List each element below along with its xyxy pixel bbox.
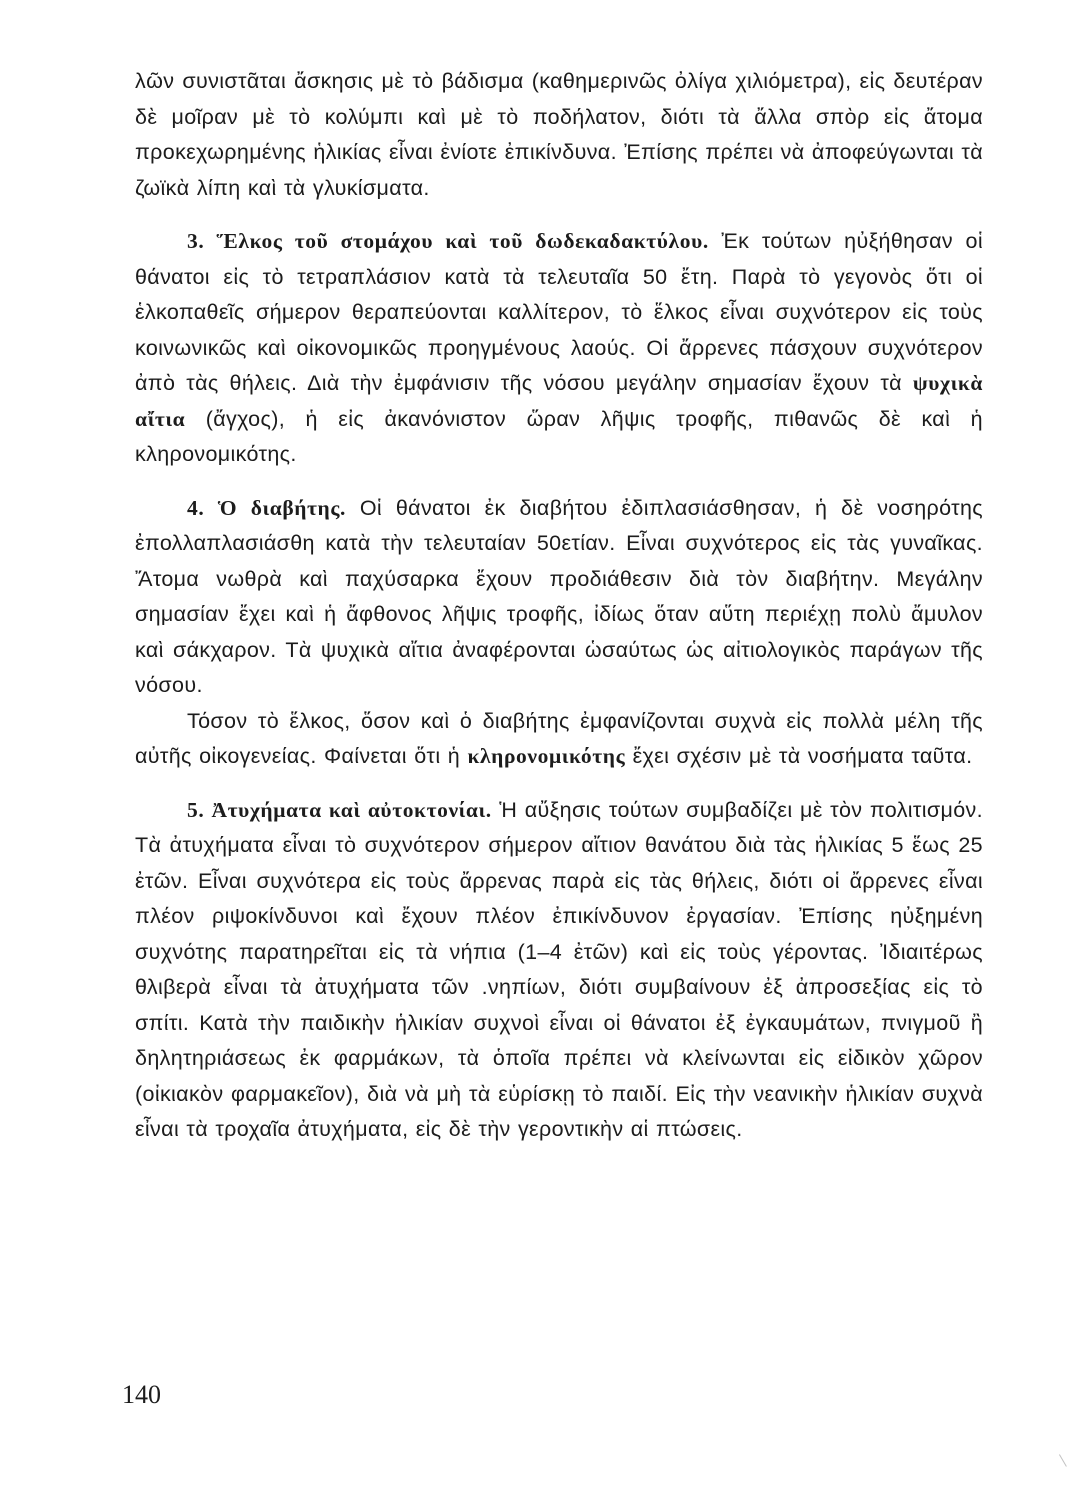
paragraph-text: Οἱ θάνατοι ἐκ διαβήτου ἐδιπλασιάσθησαν, ἡ δὲ νοσηρότης ἐπολλαπλασιάσθη κατὰ τὴν τελευταίαν 50ετίαν. Εἶναι συχνότερος εἰς τὰς γυναῖκας. Ἄτομα νωθρὰ καὶ παχύσαρκα ἔχουν προδιάθεσιν διὰ τὸν διαβήτην. Μεγάλην σημασίαν ἔχει καὶ ἡ ἄφθονος λῆψις τροφῆς, ἰδίως ὅταν αὕτη περιέχῃ πολὺ ἄμυλον καὶ σάκχαρον. Τὰ ψυχικὰ αἴτια ἀναφέρονται ὡσαύτως ὡς αἰτιολογικὸς παράγων τῆς νόσου. bbox=[135, 495, 983, 697]
paragraph-text: λῶν συνιστᾶται ἄσκησις μὲ τὸ βάδισμα (καθημερινῶς ὀλίγα χιλιόμετρα), εἰς δευτέραν δὲ μοῖραν μὲ τὸ κολύμπι καὶ μὲ τὸ ποδήλατον, διότι τὰ ἄλλα σπὸρ εἰς ἄτομα προκεχωρημένης ἡλικίας εἶναι ἐνίοτε ἐπικίνδυνα. Ἐπίσης πρέπει νὰ ἀποφεύγωνται τὰ ζωϊκὰ λίπη καὶ τὰ γλυκίσματα. bbox=[135, 69, 983, 200]
section-heading-accidents: 5. Ἀτυχήματα καὶ αὐτοκτονίαι. bbox=[187, 797, 492, 822]
scan-mark bbox=[1059, 1451, 1072, 1467]
paragraph-stomach-ulcer bbox=[135, 224, 983, 473]
paragraph-exercise-continuation bbox=[135, 64, 983, 206]
emphasis-psychic-causes: ψυχικὰ αἴτια bbox=[135, 371, 983, 431]
paragraph-heredity bbox=[135, 704, 983, 775]
paragraph-text: Ἐκ τούτων ηὐξήθησαν οἱ θάνατοι εἰς τὸ τετραπλάσιον κατὰ τὰ τελευταῖα 50 ἔτη. Παρὰ τὸ γεγονὸς ὅτι οἱ ἑλκοπαθεῖς σήμερον θεραπεύονται καλλίτερον, τὸ ἕλκος εἶναι συχνότερον εἰς τοὺς κοινωνικῶς καὶ οἰκονομικῶς προηγμένους λαούς. Οἱ ἄρρενες πάσχουν συχνότερον ἀπὸ τὰς θήλεις. Διὰ τὴν ἐμφάνισιν τῆς νόσου μεγάλην σημασίαν ἔχουν τὰ bbox=[135, 229, 983, 395]
emphasis-heredity: κληρονομικότης bbox=[467, 744, 626, 768]
paragraph-text: Ἡ αὔξησις τούτων συμβαδίζει μὲ τὸν πολιτισμόν. Τὰ ἀτυχήματα εἶναι τὸ συχνότερον σήμερον αἴτιον θανάτου διὰ τὰς ἡλικίας 5 ἕως 25 ἐτῶν. Εἶναι συχνότερα εἰς τοὺς ἄρρενας παρὰ εἰς τὰς θήλεις, διότι οἱ ἄρρενες εἶναι πλέον ριψοκίνδυνοι καὶ ἔχουν πλέον ἐπικίνδυνον ἐργασίαν. Ἐπίσης ηὐξημένη συχνότης παρατηρεῖται εἰς τὰ νήπια (1–4 ἐτῶν) καὶ εἰς τοὺς γέροντας. Ἰδιαιτέρως θλιβερὰ εἶναι τὰ ἀτυχήματα τῶν .νηπίων, διότι συμβαίνουν ἐξ ἀπροσεξίας εἰς τὸ σπίτι. Κατὰ τὴν παιδικὴν ἡλικίαν συχνοὶ εἶναι οἱ θάνατοι ἐξ ἐγκαυμάτων, πνιγμοῦ ἢ δηλητηριάσεως ἐκ φαρμάκων, τὰ ὁποῖα πρέπει νὰ κλείνωνται εἰς εἰδικὸν χῶρον (οἰκιακὸν φαρμακεῖον), διὰ νὰ μὴ τὰ εὑρίσκῃ τὸ παιδί. Εἰς τὴν νεανικὴν ἡλικίαν συχνὰ εἶναι τὰ τροχαῖα ἀτυχήματα, εἰς δὲ τὴν γεροντικὴν αἱ πτώσεις. bbox=[135, 797, 983, 1141]
paragraph-text: Τόσον τὸ ἕλκος, ὅσον καὶ ὁ διαβήτης ἐμφανίζονται συχνὰ εἰς πολλὰ μέλη τῆς αὐτῆς οἰκογενείας. Φαίνεται ὅτι ἡ bbox=[135, 708, 983, 768]
paragraph-text: (ἄγχος), ἡ εἰς ἀκανόνιστον ὥραν λῆψις τροφῆς, πιθανῶς δὲ καὶ ἡ κληρονομικότης. bbox=[135, 406, 983, 466]
section-heading-ulcer: 3. Ἕλκος τοῦ στομάχου καὶ τοῦ δωδεκαδακτύλου. bbox=[187, 229, 709, 253]
paragraph-diabetes bbox=[135, 491, 983, 704]
section-heading-diabetes: 4. Ὁ διαβήτης. bbox=[187, 495, 347, 520]
paragraph-accidents bbox=[135, 793, 983, 1148]
paragraph-text: ἔχει σχέσιν μὲ τὰ νοσήματα ταῦτα. bbox=[625, 744, 973, 768]
page-body bbox=[135, 64, 983, 1148]
page-number: 140 bbox=[122, 1380, 161, 1409]
